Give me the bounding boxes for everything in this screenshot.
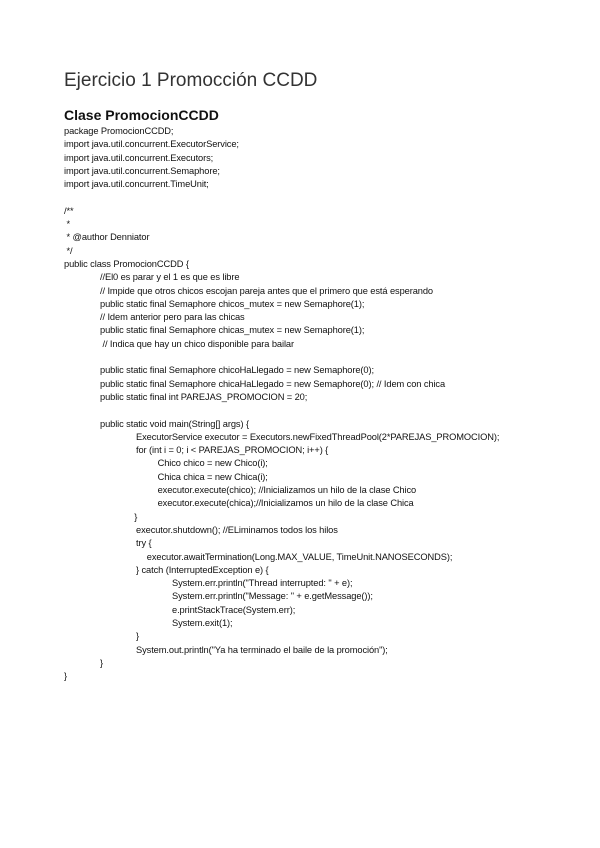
code-line: for (int i = 0; i < PAREJAS_PROMOCION; i++) { [136,445,329,456]
code-line: * [64,219,71,230]
code-line: import java.util.concurrent.Executors; [64,152,214,163]
code-line: * @author Denniator [64,232,150,243]
code-line: // Idem anterior pero para las chicas [100,312,245,323]
code-line: } [64,671,68,682]
code-line [64,191,564,204]
code-line: public static final Semaphore chicoHaLlegado = new Semaphore(0); [100,365,374,376]
code-line: public static final Semaphore chicaHaLlegado = new Semaphore(0); // Idem con chica [100,378,446,389]
code-line [64,404,564,417]
code-line: public class PromocionCCDD { [64,258,189,269]
code-line: /** [64,205,74,216]
code-line: import java.util.concurrent.Semaphore; [64,165,220,176]
code-line: try { [136,538,152,549]
code-line: executor.execute(chica);//Inicializamos un hilo de la clase Chica [157,498,414,509]
code-line: // Indica que hay un chico disponible para bailar [100,338,294,349]
code-line: public static final int PAREJAS_PROMOCION = 20; [100,391,308,402]
code-line: } [136,631,140,642]
code-line [64,351,564,364]
code-line: System.out.println("Ya ha terminado el baile de la promoción"); [136,644,388,655]
code-line: Chico chico = new Chico(i); [157,458,268,469]
code-line: System.exit(1); [172,617,233,628]
page-title: Ejercicio 1 Promocción CCDD [64,70,318,91]
code-line: System.err.println("Message: " + e.getMessage()); [172,591,373,602]
code-line: import java.util.concurrent.ExecutorService; [64,139,239,150]
code-line: public static final Semaphore chicas_mutex = new Semaphore(1); [100,325,365,336]
code-line: // Impide que otros chicos escojan pareja antes que el primero que está esperando [100,285,433,296]
code-line: package PromocionCCDD; [64,126,174,136]
code-line: executor.shutdown(); //ELiminamos todos los hilos [136,524,338,535]
code-line: } [134,511,138,522]
code-line: } [100,657,104,668]
code-line: //El0 es parar y el 1 es que es libre [100,272,240,283]
code-line: public static final Semaphore chicos_mutex = new Semaphore(1); [100,298,365,309]
code-line: } catch (InterruptedException e) { [136,564,269,575]
code-block [64,125,564,683]
code-line: */ [64,245,73,256]
section-heading: Clase PromocionCCDD [64,107,219,123]
code-line: public static void main(String[] args) { [100,418,249,429]
code-line: executor.awaitTermination(Long.MAX_VALUE, TimeUnit.NANOSECONDS); [146,551,453,562]
code-line: Chica chica = new Chica(i); [157,471,268,482]
code-line: System.err.println("Thread interrupted: " + e); [172,578,353,589]
code-line: import java.util.concurrent.TimeUnit; [64,179,209,190]
code-line: e.printStackTrace(System.err); [172,604,296,615]
code-line: executor.execute(chico); //Inicializamos un hilo de la clase Chico [157,485,417,496]
code-line: ExecutorService executor = Executors.newFixedThreadPool(2*PAREJAS_PROMOCION); [136,431,500,442]
